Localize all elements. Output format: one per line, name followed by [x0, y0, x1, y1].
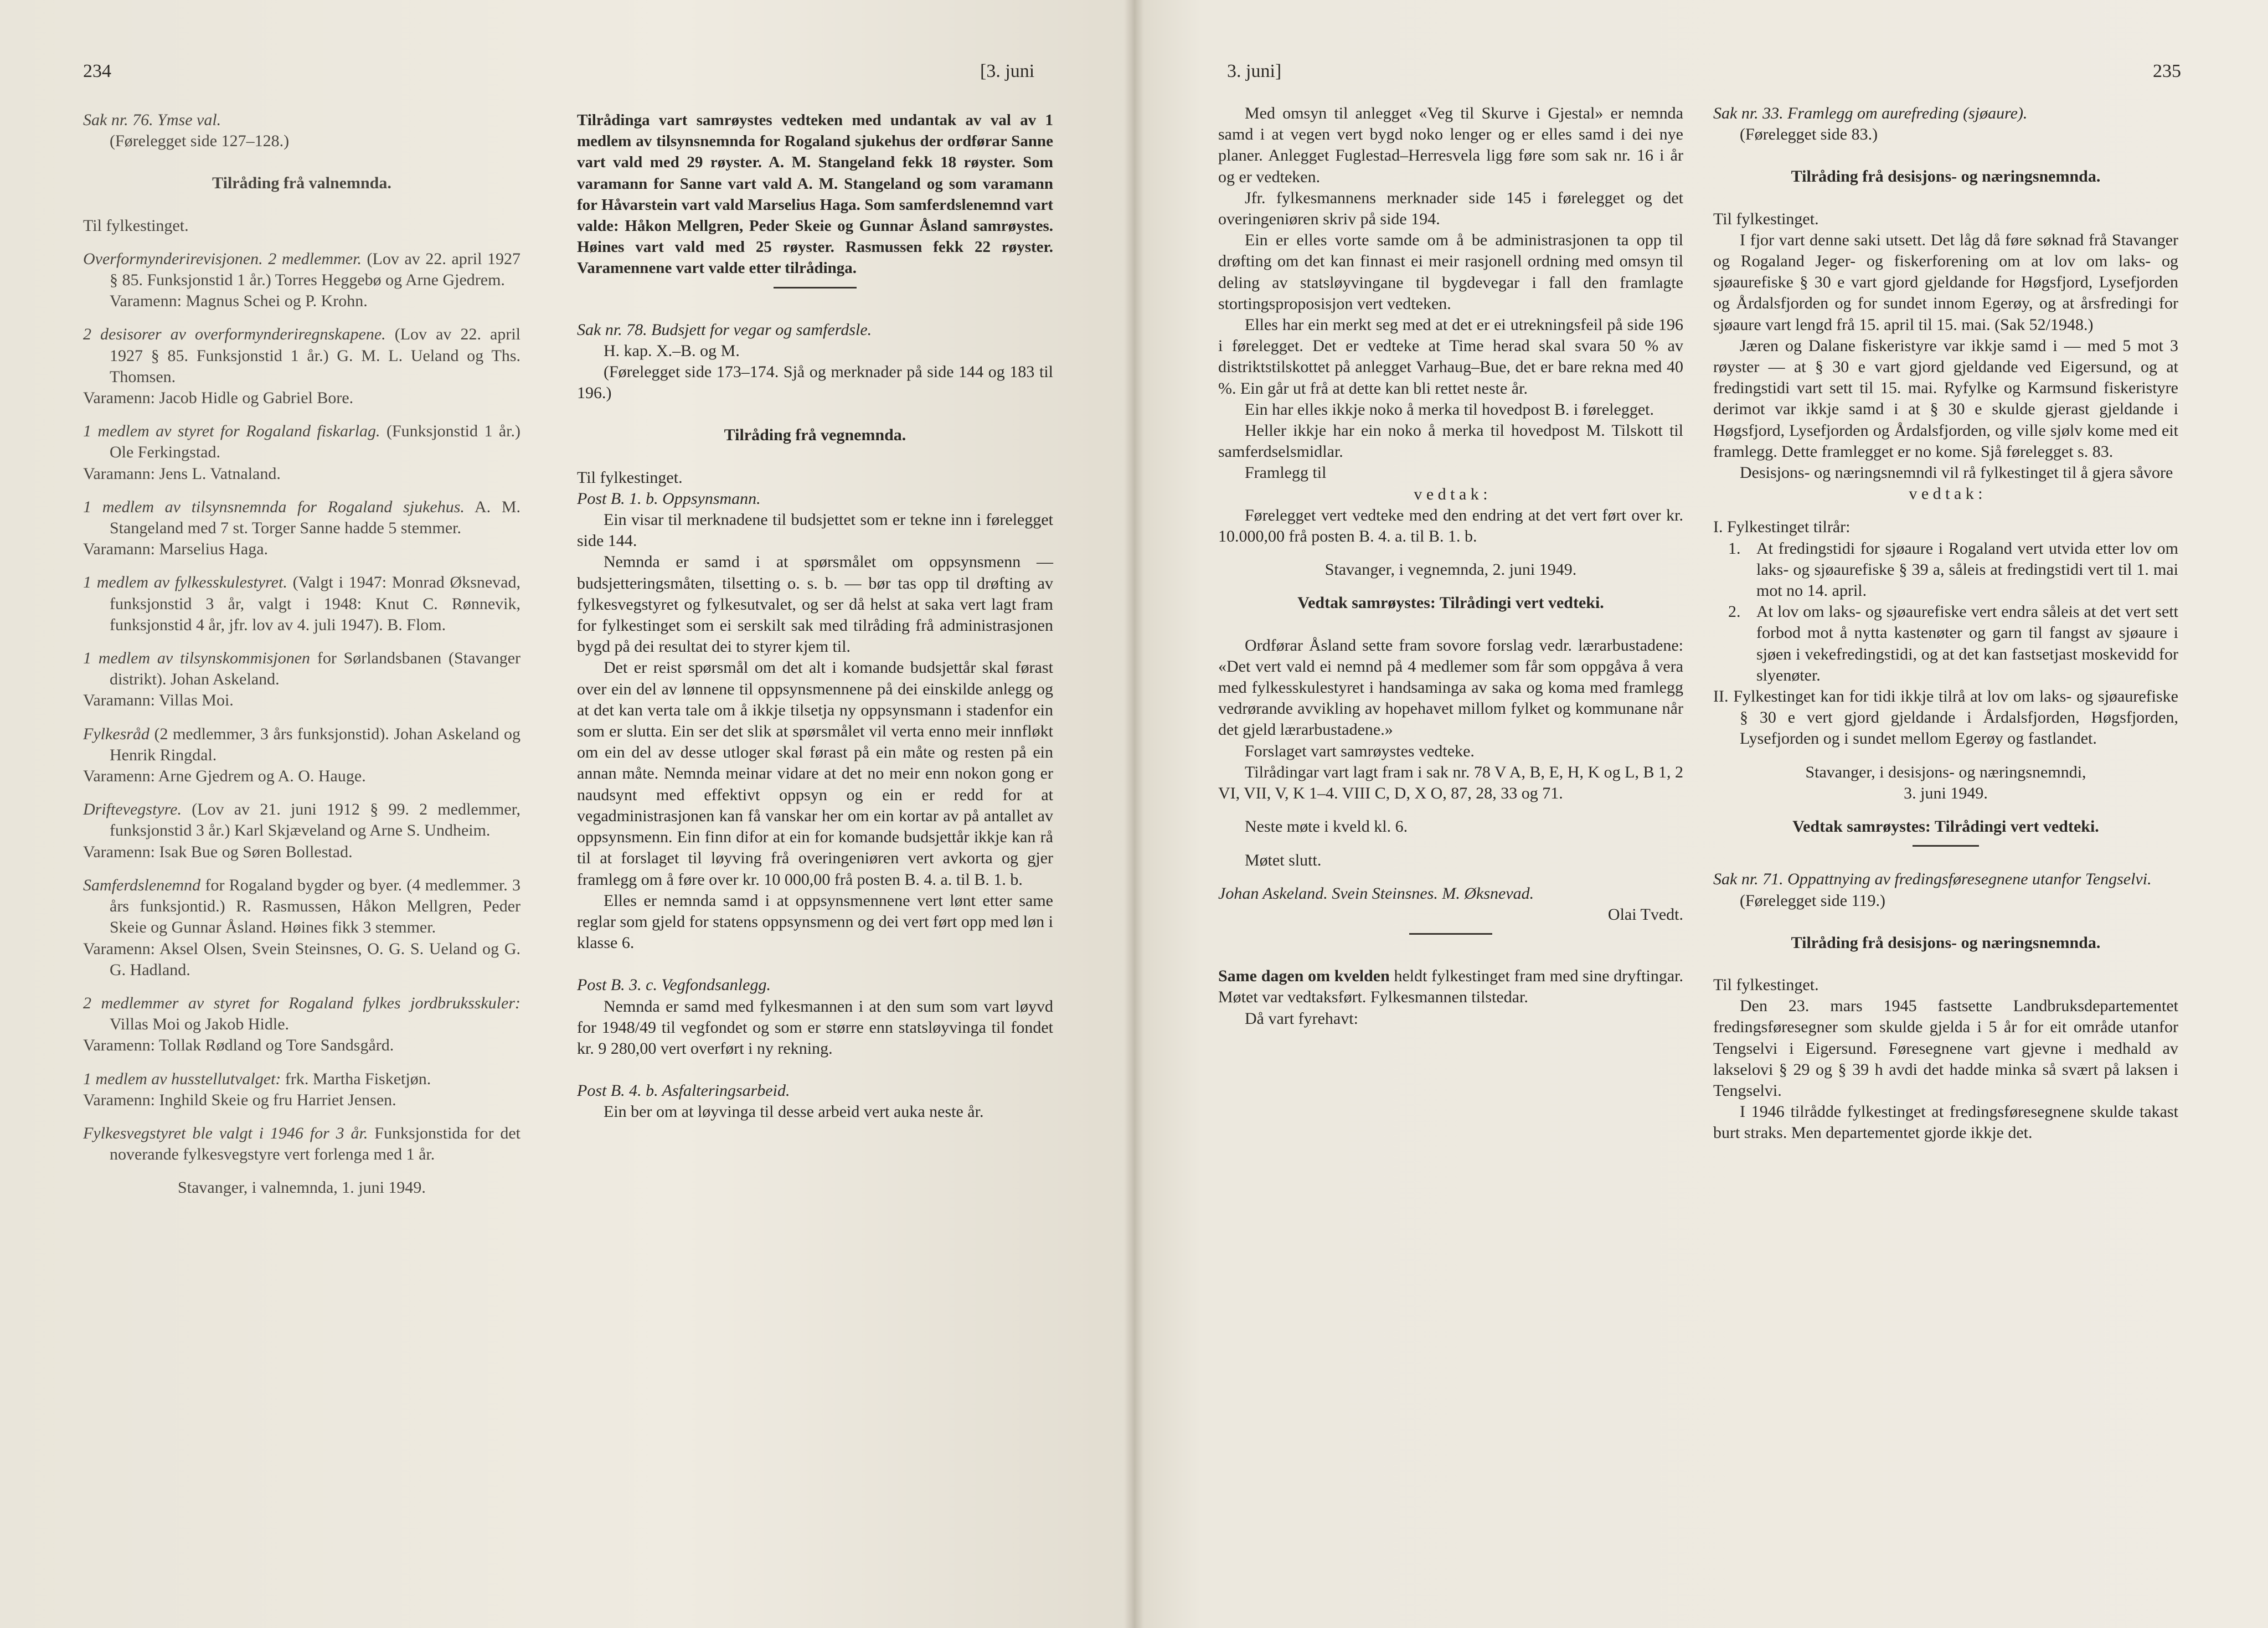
paragraph: Ein er elles vorte samde om å be administrasjonen ta opp til drøfting om det kan finnast ei meir rasjonell ordning med omsyn til deling av statsløyvingane til bygdevegar i fall den framlagte stortingsproposisjon vert vedteken.: [1218, 231, 1683, 313]
naeringsnemndi-date: 3. juni 1949.: [1904, 784, 1988, 802]
book-gutter: [1124, 0, 1144, 1628]
varamenn: Varamenn: Magnus Schei og P. Krohn.: [110, 292, 368, 311]
paragraph: Framlegg til: [1245, 463, 1327, 482]
running-head-left: [3. juni: [980, 61, 1035, 81]
til-fylkestinget: Til fylkestinget.: [1713, 975, 1819, 994]
election-block: Driftevegstyre. (Lov av 21. juni 1912 § 99. 2 medlemmer, funksjonstid 3 år.) Karl Skjæveland og Arne S. Undheim.: [83, 800, 520, 840]
sak78-title: Sak nr. 78. Budsjett for vegar og samferdsle.: [577, 320, 872, 339]
paragraph: Førelegget vert vedteke med den endring at det vert ført over kr. 10.000,00 frå posten B. 4. a. til B. 1. b.: [1218, 506, 1683, 546]
paragraph: Då vart fyrehavt:: [1245, 1009, 1358, 1028]
divider: [1409, 933, 1492, 935]
sak71-ref: (Førelegget side 119.): [1740, 891, 1885, 910]
election-block: 1 medlem av tilsynsnemnda for Rogaland sjukehus. A. M. Stangeland med 7 st. Torger Sanne hadde 5 stemmer.: [83, 497, 521, 538]
vegnemnda-heading: Tilråding frå vegnemnda.: [724, 426, 906, 445]
sak33-title: Sak nr. 33. Framlegg om aurefreding (sjøaure).: [1713, 104, 2028, 122]
election-block: 1 medlem av husstellutvalget: frk. Martha Fisketjøn.: [83, 1069, 431, 1088]
post-b3c-title: Post B. 3. c. Vegfondsanlegg.: [577, 976, 771, 995]
valnemnda-heading: Tilråding frå valnemnda.: [212, 174, 391, 193]
election-block: Overformynderirevisjonen. 2 medlemmer. (Lov av 22. april 1927 § 85. Funksjonstid 1 år.) Torres Heggebø og Arne Gjedrem.: [83, 249, 521, 290]
election-block: 2 desisorer av overformynderiregnskapene. (Lov av 22. april 1927 § 85. Funksjonstid 1 år.) G. M. L. Ueland og Ths. Thomsen.: [83, 325, 520, 386]
page-number-right: 235: [2153, 61, 2181, 81]
election-block: 1 medlem av fylkesskulestyret. (Valgt i 1947: Monrad Øksnevad, funksjonstid 3 år, valgt i 1948: Knut C. Rønnevik, funksjonstid 4 år, jfr. lov av 4. juli 1947). B. Flom.: [83, 573, 520, 634]
vegnemnda-signature: Stavanger, i vegnemnda, 2. juni 1949.: [1324, 560, 1577, 579]
varamann: Varamann: Jens L. Vatnaland.: [83, 464, 281, 483]
paragraph: I 1946 tilrådde fylkestinget at fredingsføresegnene skulde takast burt straks. Men departementet gjorde ikkje det.: [1713, 1102, 2178, 1142]
naeringsnemnda-heading-2: Tilråding frå desisjons- og næringsnemnda.: [1791, 933, 2101, 952]
paragraph: Nemnda er samd i at spørsmålet om oppsynsmenn — budsjetteringsmåten, tilsetting o. s. b. — bør tas opp til drøfting av fylkesvegstyret og fylkesutvalet, og ser då helst at saka vert lagt fram for fylkestinget som ei serskilt sak med tilråding frå administrasjonen bygd på dei resultat dei to styrer kjem til.: [577, 553, 1053, 656]
varamenn: Varamenn: Aksel Olsen, Svein Steinsnes, O. G. S. Ueland og G. G. Hadland.: [83, 939, 520, 979]
paragraph: Elles har ein merkt seg med at det er ei utrekningsfeil på side 196 i førelegget. Det er vedteke at Time herad skal svara 50 % av distriktstilskottet på anlegget Varhaug–Bue, det er bare rekna med 40 %. Ein går ut frå at dette kan bli rettet neste år.: [1218, 316, 1683, 398]
roman-item-1: I. Fylkestinget tilrår:: [1713, 518, 1851, 537]
running-head-right: 3. juni]: [1227, 61, 1282, 81]
varamenn: Varamenn: Jacob Hidle og Gabriel Bore.: [83, 389, 354, 408]
paragraph: Nemnda er samd med fylkesmannen i at den sum som vart løyvd for 1948/49 til vegfondet og som er større enn statsløyvinga til fondet kr. 9 280,00 vert overført i ny rekning.: [577, 997, 1053, 1058]
sak71-title: Sak nr. 71. Oppattnying av fredingsføresegnene utanfor Tengselvi.: [1713, 870, 2152, 889]
paragraph: Jfr. fylkesmannens merknader side 145 i førelegget og det overingeniøren skriv på side 194.: [1218, 188, 1683, 229]
right-column-1: [1218, 103, 1683, 1029]
right-column-2: [1713, 103, 2178, 1144]
post-b4b-title: Post B. 4. b. Asfalteringsarbeid.: [577, 1081, 790, 1100]
sak78-ref: (Førelegget side 173–174. Sjå og merknader på side 144 og 183 til 196.): [577, 363, 1053, 403]
paragraph: Elles er nemnda samd i at oppsynsmennene vert lønt etter same reglar som gjeld for statens oppsynsmenn og dei vert ført opp med løn i klasse 6.: [577, 891, 1053, 952]
vedtak-label: v e d t a k :: [1414, 485, 1488, 503]
til-fylkestinget: Til fylkestinget.: [83, 216, 189, 235]
election-block: Fylkesvegstyret ble valgt i 1946 for 3 år. Funksjonstida for det noverande fylkesvegstyre vert forlenga med 1 år.: [83, 1124, 520, 1164]
paragraph: Ein har elles ikkje noko å merka til hovedpost B. i førelegget.: [1245, 400, 1654, 419]
evening-session-text: heldt fylkestinget fram med sine dryftingar. Møtet var vedtaksført. Fylkesmannen tilstedar.: [1218, 967, 1684, 1007]
post-b1b-title: Post B. 1. b. Oppsynsmann.: [577, 489, 761, 508]
election-block: 1 medlem av tilsynskommisjonen for Sørlandsbanen (Stavanger distrikt). Johan Askeland.: [83, 649, 521, 689]
election-block: Samferdslenemnd for Rogaland bygder og byer. (4 medlemmer. 3 års funksjontid.) R. Rasmussen, Håkon Mellgren, Peder Skeie og Gunnar Åsland. Høines fikk 3 stemmer.: [83, 875, 521, 937]
election-block: 1 medlem av styret for Rogaland fiskarlag. (Funksjonstid 1 år.) Ole Ferkingstad.: [83, 422, 521, 462]
paragraph: Med omsyn til anlegget «Veg til Skurve i Gjestal» er nemnda samd i at vegen vert bygd noko lenger og er elles samd i dei nye planer. Anlegget Fuglestad–Herresvela ligg føre som sak nr. 16 i år og er vedteken.: [1218, 104, 1683, 186]
naeringsnemnda-heading: Tilråding frå desisjons- og næringsnemnda.: [1791, 167, 2101, 186]
varamann: Varamann: Villas Moi.: [83, 691, 234, 710]
page-number-left: 234: [83, 61, 111, 81]
vedtak-samroystes: Vedtak samrøystes: Tilrådingi vert vedteki.: [1792, 817, 2099, 836]
til-fylkestinget: Til fylkestinget.: [577, 468, 683, 487]
election-block: 2 medlemmer av styret for Rogaland fylkes jordbruksskuler: Villas Moi og Jakob Hidle.: [83, 993, 520, 1034]
divider: [774, 287, 857, 288]
paragraph: Forslaget vart samrøystes vedteke.: [1245, 741, 1475, 760]
election-block: Fylkesråd (2 medlemmer, 3 års funksjonstid). Johan Askeland og Henrik Ringdal.: [83, 724, 520, 764]
paragraph: Møtet slutt.: [1245, 851, 1322, 869]
list-item: 1. At fredingstidi for sjøaure i Rogaland vert utvida etter lov om laks- og sjøaurefiske § 39 a, såleis at fredingstidi vert til 1. mai mot no 14. april.: [1728, 539, 2178, 600]
vedtak-samroystes: Vedtak samrøystes: Tilrådingi vert vedteki.: [1297, 594, 1604, 612]
sak33-ref: (Førelegget side 83.): [1740, 125, 1878, 144]
sak78-sub: H. kap. X.–B. og M.: [604, 341, 740, 360]
varamenn: Varamenn: Inghild Skeie og fru Harriet Jensen.: [83, 1090, 396, 1109]
left-column-1: [83, 110, 520, 1199]
sak76-title: Sak nr. 76. Ymse val.: [83, 111, 221, 129]
signatories: Johan Askeland. Svein Steinsnes. M. Øksnevad.: [1218, 884, 1534, 903]
paragraph: I fjor vart denne saki utsett. Det låg då føre søknad frå Stavanger og Rogaland Jeger- og fiskerforening om at lov om laks- og sjøaurefiske § 30 e vart gjord gjeldande for Høgsfjord, Lysefjorden og Årdalsfjorden og for sundet innom Egerøy, og at årsfredingi for sjøaure vart lengd frå 15. april til 15. mai. (Sak 52/1948.): [1713, 230, 2178, 334]
paragraph: Jæren og Dalane fiskeristyre var ikkje samd i — med 5 mot 3 røyster — at § 30 e vart gjord gjeldande ved Eigersund, og at fredingstidi vart sett til 15. mai. Ryfylke og Karmsund fiskeristyre derimot var ikkje samd i at § 30 e skulde gjerast gjeldande i Høgsfjord, Lysefjorden og Årdalsfjorden, og ville sjølv kome med eit framlegg. Dette framlegget er no kome. Sjå førelegget s. 83.: [1713, 336, 2178, 461]
paragraph: Neste møte i kveld kl. 6.: [1245, 817, 1408, 836]
sak76-ref: (Førelegget side 127–128.): [110, 132, 290, 151]
valnemnda-signature: Stavanger, i valnemnda, 1. juni 1949.: [178, 1178, 426, 1197]
evening-session-lead: Same dagen om kvelden: [1218, 967, 1390, 986]
paragraph: Det er reist spørsmål om det alt i komande budsjettår skal førast over ein del av lønnene til oppsynsmennene på dei einskilde anlegg og at det kan verta tale om å ikkje tilsetja ny oppsynsmann i stadenfor ein som er slutta. Ein ser det slik at spørsmålet vil verta enno meir innfløkt om ein del av desse utloger skal førast på ein måte og resten på ein annan måte. Nemnda meinar vidare at det no meir enn nokon gong er naudsynt med effektivt oppsyn og ein er redd for at vegadministrasjonen kan få vanskar her om ein kortar av på antallet av oppsynsmenn. Ein finn difor at ein for komande budsjettår ikkje kan rå til at forslaget til løyving frå overingeniøren vert avkorta og gjer framlegg om å føre over kr. 10 000,00 frå posten B. 4. a. til B. 1. b.: [577, 658, 1053, 889]
paragraph: Tilrådingar vart lagt fram i sak nr. 78 V A, B, E, H, K og L, B 1, 2 VI, VII, V, K 1–4. VIII C, D, X O, 87, 28, 33 og 71.: [1218, 763, 1683, 803]
roman-item-2: II. Fylkestinget kan for tidi ikkje tilrå at lov om laks- og sjøaurefiske § 30 e vert gjord gjeldande i Årdalsfjorden, Høgsfjorden, Lysefjorden og i sundet mellom Egerøy og fastlandet.: [1713, 687, 2178, 748]
paragraph: Ein ber om at løyvinga til desse arbeid vert auka neste år.: [604, 1102, 984, 1121]
left-column-2: [577, 110, 1053, 1123]
varamann: Varamann: Marselius Haga.: [83, 540, 269, 559]
signatory-olai-tvedt: Olai Tvedt.: [1607, 905, 1683, 924]
naeringsnemndi-signature: Stavanger, i desisjons- og næringsnemndi,: [1805, 763, 2086, 781]
divider: [1913, 845, 1979, 847]
paragraph: Ein visar til merknadene til budsjettet som er tekne inn i førelegget side 144.: [577, 511, 1053, 550]
decision-paragraph: Tilrådinga vart samrøystes vedteken med undantak av val av 1 medlem av tilsynsnemnda for Rogaland sjukehus der ordførar Sanne vart vald med 29 røyster. A. M. Stangeland fekk 18 røyster. Som varamann for Sanne vart vald A. M. Stangeland og som varamann for Håvarstein vart vald Marselius Haga. Som samferdslenemnd vart valde: Håkon Mellgren, Peder Skeie og Gunnar Åsland samrøystes. Høines vart vald med 25 røyster. Rasmussen fekk 22 røyster. Varamennene vart valde etter tilrådinga.: [577, 111, 1053, 277]
varamenn: Varamenn: Isak Bue og Søren Bollestad.: [83, 842, 353, 861]
vedtak-label: v e d t a k :: [1909, 485, 1983, 503]
paragraph: Ordførar Åsland sette fram sovore forslag vedr. lærarbustadene: «Det vert vald ei nemnd på 4 medlemer som får som oppgåva å vera med fylkesskulestyret i handsaminga av saka og koma med framlegg vedrørande avvikling av hopehavet millom fylket og kommunane når det gjeld lærarbustadene.»: [1218, 636, 1683, 739]
paragraph: Heller ikkje har ein noko å merka til hovedpost M. Tilskott til samferdselsmidlar.: [1218, 421, 1683, 461]
paragraph: Desisjons- og næringsnemndi vil rå fylkestinget til å gjera såvore: [1740, 463, 2173, 482]
til-fylkestinget: Til fylkestinget.: [1713, 209, 1819, 228]
varamenn: Varamenn: Tollak Rødland og Tore Sandsgård.: [83, 1036, 394, 1055]
varamenn: Varamenn: Arne Gjedrem og A. O. Hauge.: [83, 767, 366, 786]
paragraph: Den 23. mars 1945 fastsette Landbruksdepartementet fredingsføresegner som skulde gjelda i 5 år for eit område utanfor Tengselvi i Eigersund. Føresegnene vart gjevne i medhald av lakselovi § 29 og § 39 h avdi det hadde minka så svært på laksen i Tengselvi.: [1713, 997, 2178, 1100]
list-item: 2. At lov om laks- og sjøaurefiske vert endra såleis at det vert sett forbod mot å nytta kastenøter og garn til fangst av sjøaure i sjøen i vekefredingstidi, og at det kan fastsetjast moskevidd for slyenøter.: [1728, 602, 2178, 684]
